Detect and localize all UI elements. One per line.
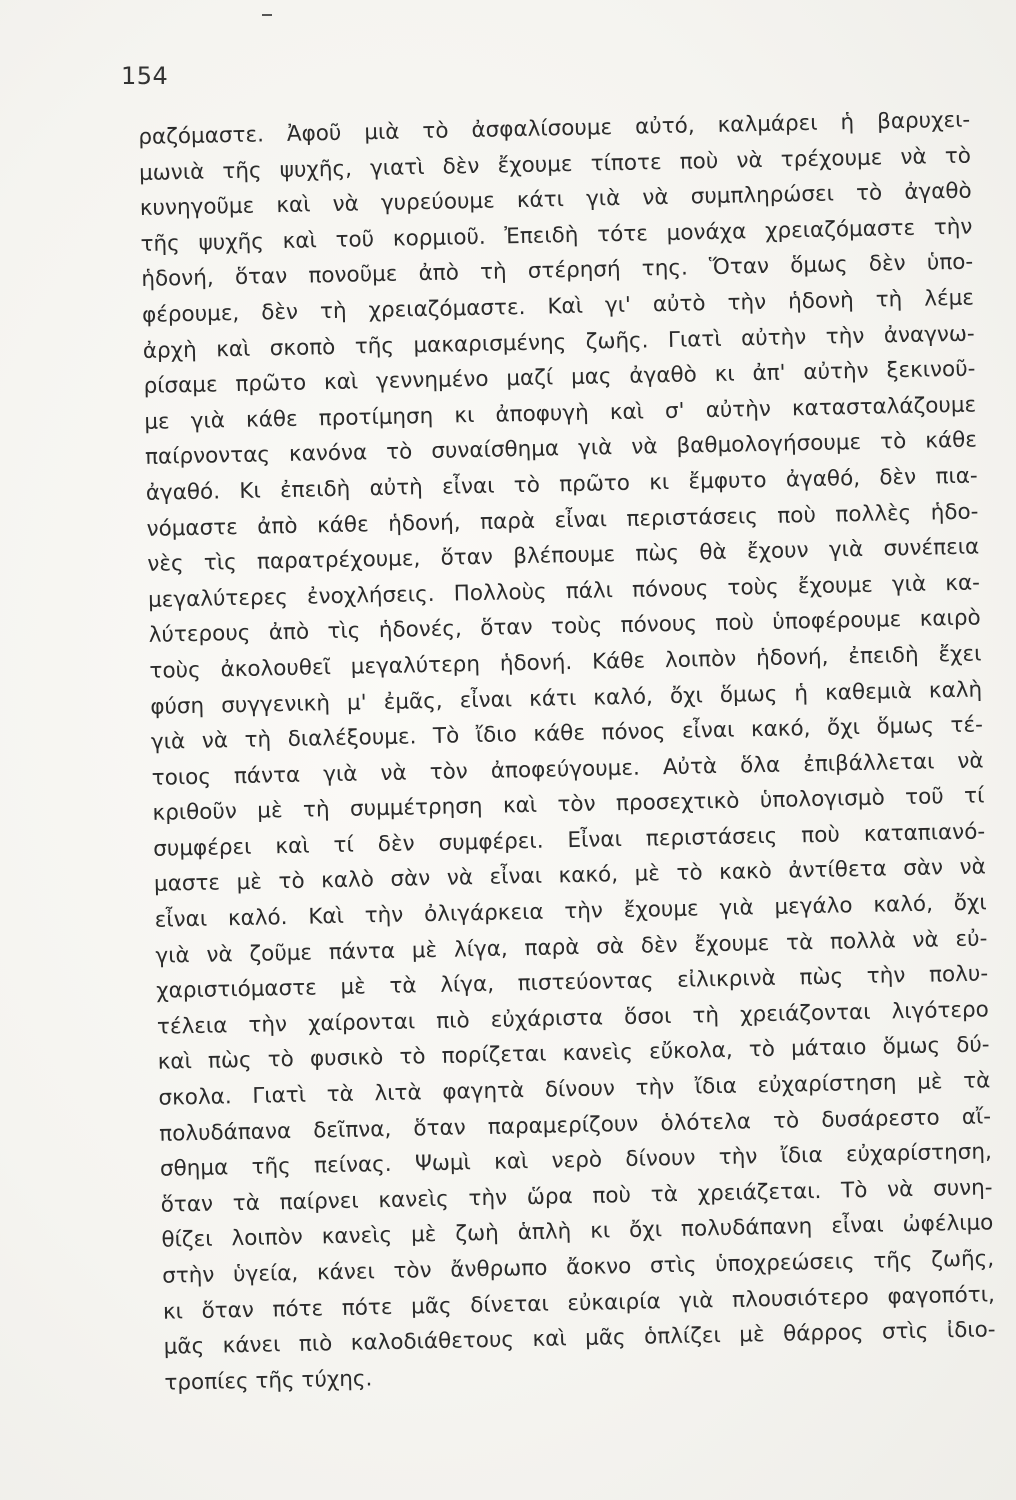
text-line: μωνιὰ τῆς ψυχῆς, γιατὶ δὲν ἔχουμε τίποτε ποὺ νὰ τρέχουμε νὰ τὸ	[138, 143, 972, 186]
body-text	[138, 102, 1005, 1401]
text-line: συμφέρει καὶ τί δὲν συμφέρει. Εἶναι περιστάσεις ποὺ καταπιανό-	[153, 819, 986, 862]
text-line: νόμαστε ἀπὸ κάθε ἡδονή, παρὰ εἶναι περιστάσεις ποὺ πολλὲς ἡδο-	[146, 499, 979, 542]
text-line: σθημα τῆς πείνας. Ψωμὶ καὶ νερὸ δίνουν τὴν ἴδια εὐχαρίστηση,	[159, 1139, 993, 1182]
text-line: σκολα. Γιατὶ τὰ λιτὰ φαγητὰ δίνουν τὴν ἴδια εὐχαρίστηση μὲ τὰ	[158, 1068, 991, 1111]
text-line: φέρουμε, δὲν τὴ χρειαζόμαστε. Καὶ γι' αὐτὸ τὴν ἡδονὴ τὴ λέμε	[141, 285, 975, 328]
text-line: παίρνοντας κανόνα τὸ συναίσθημα γιὰ νὰ βαθμολογήσουμε τὸ κάθε	[144, 427, 978, 471]
page-number: 154	[121, 62, 169, 90]
text-line: γιὰ νὰ ζοῦμε πάντα μὲ λίγα, παρὰ σὰ δὲν ἔχουμε τὰ πολλὰ νὰ εὐ-	[155, 926, 988, 969]
text-line: χαριστιόμαστε μὲ τὰ λίγα, πιστεύοντας εἰλικρινὰ πὼς τὴν πολυ-	[155, 961, 989, 1005]
text-line: κυνηγοῦμε καὶ νὰ γυρεύουμε κάτι γιὰ νὰ συμπληρώσει τὸ ἀγαθὸ	[139, 178, 972, 222]
text-line: τοὺς ἀκολουθεῖ μεγαλύτερη ἡδονή. Κάθε λοιπὸν ἡδονή, ἐπειδὴ ἔχει	[149, 641, 982, 684]
text-line: φύση συγγενικὴ μ' ἐμᾶς, εἶναι κάτι καλό, ὄχι ὅμως ἡ καθεμιὰ καλὴ	[150, 676, 983, 720]
text-line: ρίσαμε πρῶτο καὶ γεννημένο μαζί μας ἀγαθὸ κι ἀπ' αὐτὴν ξεκινοῦ-	[143, 356, 976, 400]
top-edge-mark	[262, 14, 272, 16]
text-line: θίζει λοιπὸν κανεὶς μὲ ζωὴ ἁπλὴ κι ὄχι πολυδάπανη εἶναι ὠφέλιμο	[161, 1210, 994, 1254]
text-line: κι ὅταν πότε πότε μᾶς δίνεται εὐκαιρία γιὰ πλουσιότερο φαγοπότι,	[162, 1281, 996, 1325]
text-line: με γιὰ κάθε προτίμηση κι ἀποφυγὴ καὶ σ' αὐτὴν κατασταλάζουμε	[144, 392, 977, 435]
text-line: ἀγαθό. Κι ἐπειδὴ αὐτὴ εἶναι τὸ πρῶτο κι ἔμφυτο ἀγαθό, δὲν πια-	[145, 463, 978, 506]
text-line: ραζόμαστε. Ἀφοῦ μιὰ τὸ ἀσφαλίσουμε αὐτό, καλμάρει ἡ βαρυχει-	[138, 107, 971, 150]
text-line: ὅταν τὰ παίρνει κανεὶς τὴν ὥρα ποὺ τὰ χρειάζεται. Τὸ νὰ συνη-	[160, 1175, 993, 1218]
text-line: κριθοῦν μὲ τὴ συμμέτρηση καὶ τὸν προσεχτικὸ ὑπολογισμὸ τοῦ τί	[152, 783, 985, 827]
text-line: τοιος πάντα γιὰ νὰ τὸν ἀποφεύγουμε. Αὐτὰ ὅλα ἐπιβάλλεται νὰ	[151, 748, 984, 791]
text-line: μᾶς κάνει πιὸ καλοδιάθετους καὶ μᾶς ὁπλίζει μὲ θάρρος στὶς ἰδιο-	[163, 1317, 996, 1360]
text-line: νὲς τὶς παρατρέχουμε, ὅταν βλέπουμε πὼς θὰ ἔχουν γιὰ συνέπεια	[147, 534, 980, 578]
text-line: γιὰ νὰ τὴ διαλέξουμε. Τὸ ἴδιο κάθε πόνος εἶναι κακό, ὄχι ὅμως τέ-	[150, 712, 984, 755]
text-line: τροπίες τῆς τύχης.	[164, 1366, 373, 1396]
text-line: μεγαλύτερες ἐνοχλήσεις. Πολλοὺς πάλι πόνους τοὺς ἔχουμε γιὰ κα-	[147, 570, 981, 613]
text-line: μαστε μὲ τὸ καλὸ σὰν νὰ εἶναι κακό, μὲ τὸ κακὸ ἀντίθετα σὰν νὰ	[153, 854, 987, 898]
text-line: ἀρχὴ καὶ σκοπὸ τῆς μακαρισμένης ζωῆς. Γιατὶ αὐτὴν τὴν ἀναγνω-	[142, 321, 975, 364]
text-line: τῆς ψυχῆς καὶ τοῦ κορμιοῦ. Ἐπειδὴ τότε μονάχα χρειαζόμαστε τὴν	[140, 214, 973, 257]
text-line: στὴν ὑγεία, κάνει τὸν ἄνθρωπο ἄοκνο στὶς ὑποχρεώσεις τῆς ζωῆς,	[161, 1246, 995, 1289]
text-line: καὶ πὼς τὸ φυσικὸ τὸ πορίζεται κανεὶς εὔκολα, τὸ μάταιο ὅμως δύ-	[157, 1032, 990, 1076]
text-line: εἶναι καλό. Καὶ τὴν ὀλιγάρκεια τὴν ἔχουμε γιὰ μεγάλο καλό, ὄχι	[154, 890, 987, 933]
text-line: ἡδονή, ὅταν πονοῦμε ἀπὸ τὴ στέρησή της. Ὅταν ὅμως δὲν ὑπο-	[141, 249, 974, 293]
text-line: τέλεια τὴν χαίρονται πιὸ εὐχάριστα ὅσοι τὴ χρειάζονται λιγότερο	[156, 997, 990, 1040]
text-line: λύτερους ἀπὸ τὶς ἡδονές, ὅταν τοὺς πόνους ποὺ ὑποφέρουμε καιρὸ	[148, 605, 981, 649]
text-line: πολυδάπανα δεῖπνα, ὅταν παραμερίζουν ὁλότελα τὸ δυσάρεστο αἴ-	[158, 1103, 992, 1147]
